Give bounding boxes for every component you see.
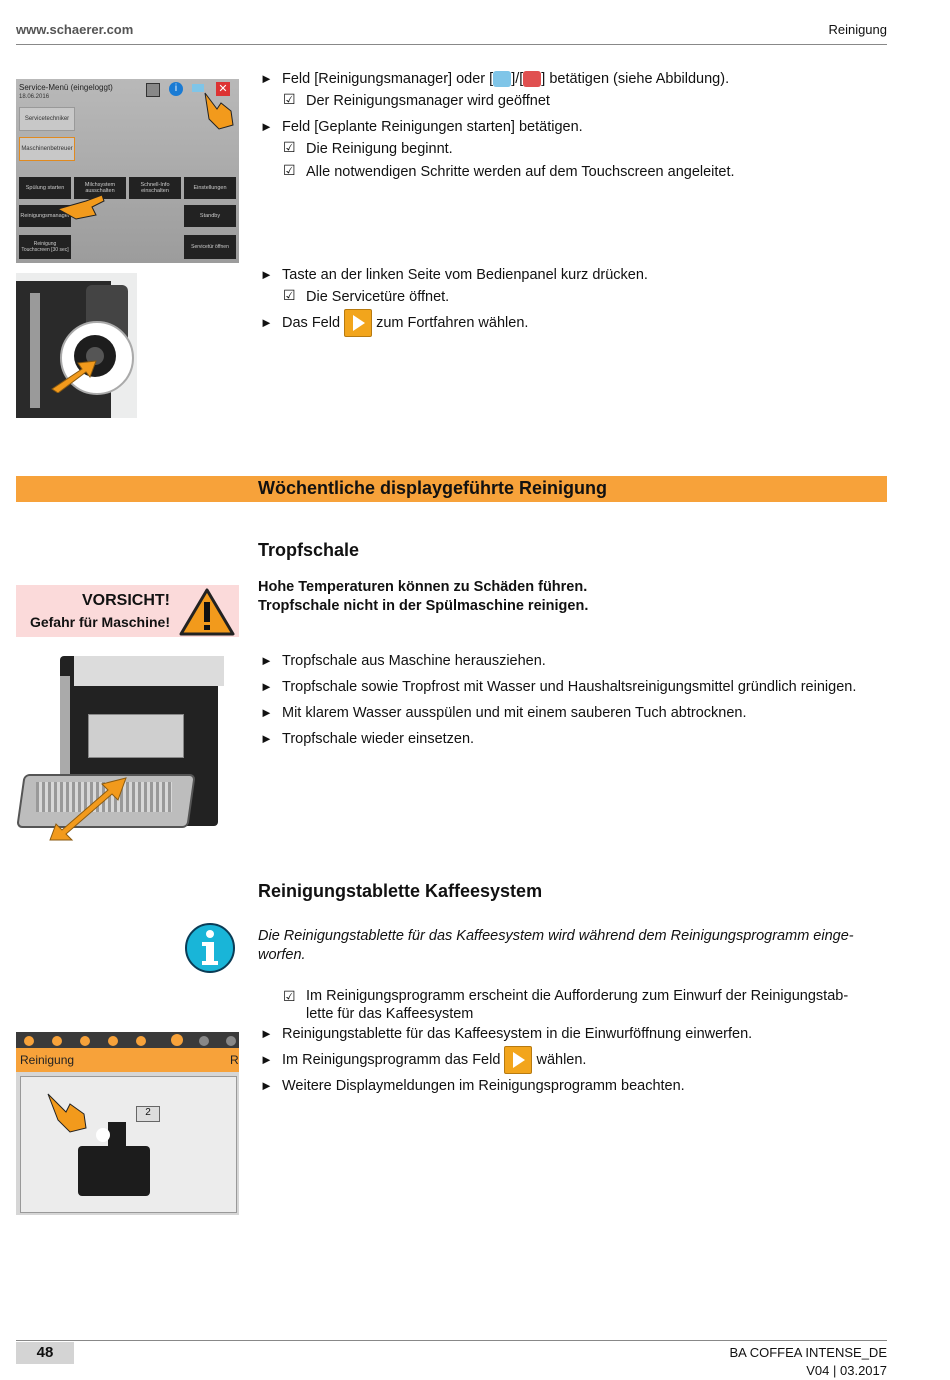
header-website: www.schaerer.com (16, 22, 134, 37)
step-arrow-icon: ► (260, 679, 273, 694)
step-text (282, 70, 888, 88)
header-rule (16, 44, 887, 45)
section-bar (16, 476, 887, 502)
cleaning-red-icon (523, 71, 541, 87)
step-arrow-icon: ► (260, 731, 273, 746)
step-arrow-icon: ► (260, 71, 273, 86)
step-arrow-icon: ► (260, 267, 273, 282)
step-arrow-icon: ► (260, 315, 273, 330)
result-text: Die Servicetüre öffnet. (306, 289, 450, 305)
checkbox-icon: ☑ (283, 91, 296, 107)
section-title: Wöchentliche displaygeführte Reinigung (258, 478, 608, 498)
step-arrow-icon: ► (260, 1078, 273, 1093)
tablet-heading: Reinigungstablette Kaffeesystem (258, 881, 543, 901)
btn-service-technician[interactable]: Servicetechniker (19, 107, 75, 131)
step-text (282, 1045, 888, 1075)
cleaning-program-screenshot (16, 1032, 239, 1215)
btn-cleaning-manager[interactable]: Reinigungsmanager (19, 205, 71, 227)
page-number: 48 (36, 1344, 54, 1361)
warning-subtitle: Gefahr für Maschine! (29, 614, 170, 630)
step-arrow-icon: ► (260, 119, 273, 134)
btn-machine-operator[interactable]: Maschinenbetreuer (19, 137, 75, 161)
slot-number-label: 2 (136, 1106, 160, 1122)
result-line: lette für das Kaffeesystem (306, 1006, 474, 1022)
footer-doc: BA COFFEA INTENSE_DE (729, 1345, 887, 1360)
double-arrow-icon (46, 776, 136, 844)
drip-note-line: Tropfschale nicht in der Spülmaschine reinigen. (258, 598, 589, 614)
service-menu-date: 18.06.2016 (19, 94, 50, 100)
header-section: Reinigung (828, 22, 887, 37)
step-text-part: Im Reinigungsprogramm das Feld (282, 1052, 501, 1068)
step-text: Tropfschale aus Maschine herausziehen. (282, 653, 546, 669)
step-arrow-icon: ► (260, 653, 273, 668)
screen-label-right: R (230, 1053, 239, 1067)
step-text-part: zum Fortfahren wählen. (376, 315, 529, 331)
step-text-part: Feld [Reinigungsmanager] oder [ (282, 71, 494, 87)
footer-rule (16, 1340, 887, 1341)
checkbox-icon: ☑ (283, 162, 296, 178)
btn-open-service-door[interactable]: Servicetür öffnen (184, 235, 236, 259)
step-text (282, 308, 888, 338)
arrow-pointer-icon (50, 357, 100, 393)
screen-label: Reinigung (20, 1053, 75, 1067)
drip-heading: Tropfschale (258, 540, 360, 560)
btn-settings[interactable]: Einstellungen (184, 177, 236, 199)
checkbox-icon: ☑ (283, 988, 296, 1004)
warning-word: VORSICHT! (82, 592, 170, 609)
btn-milk-off[interactable]: Milchsystem ausschalten (74, 177, 126, 199)
pointing-hand-icon (56, 191, 106, 221)
warning-triangle-icon (179, 587, 235, 637)
step-text: Reinigungstablette für das Kaffeesystem in die Einwurföffnung einwerfen. (282, 1026, 753, 1042)
info-icon (184, 922, 236, 974)
step-text: Tropfschale wieder einsetzen. (282, 731, 475, 747)
step-arrow-icon: ► (260, 705, 273, 720)
step-text-part: ]/[ (511, 71, 524, 87)
btn-standby[interactable]: Standby (184, 205, 236, 227)
drip-note (258, 578, 588, 616)
info-text: Die Reinigungstablette für das Kaffeesystem wird während dem Reinigungsprogramm einge-worfen. (258, 928, 854, 963)
btn-rinse[interactable]: Spülung starten (19, 177, 71, 199)
cleaning-blue-icon (493, 71, 511, 87)
btn-clean-touchscreen[interactable]: Reinigung Touchscreen [30 sec] (19, 235, 71, 259)
pointing-hand-icon (44, 1090, 94, 1134)
play-button-icon (344, 309, 372, 337)
result-text: Der Reinigungsmanager wird geöffnet (306, 93, 550, 109)
checkbox-icon: ☑ (283, 287, 296, 303)
drip-steps (0, 652, 950, 752)
warning-box (16, 585, 239, 637)
step-text: Feld [Geplante Reinigungen starten] betätigen. (282, 119, 583, 135)
service-menu-title: Service-Menü (eingeloggt) (19, 83, 113, 92)
step-text-part: Das Feld (282, 315, 341, 331)
checkbox-icon: ☑ (283, 139, 296, 155)
steps-block-1 (0, 70, 950, 190)
page-number-box (16, 1342, 74, 1364)
step-text: Mit klarem Wasser ausspülen und mit einem sauberen Tuch abtrocknen. (282, 705, 747, 721)
footer-version: V04 | 03.2017 (806, 1363, 887, 1378)
result-line: Im Reinigungsprogramm erscheint die Aufforderung zum Einwurf der Reinigungstab- (306, 988, 849, 1004)
step-arrow-icon: ► (260, 1052, 273, 1067)
btn-quick-info[interactable]: Schnell-Info einschalten (129, 177, 181, 199)
result-text (306, 987, 886, 1023)
drip-note-line: Hohe Temperaturen können zu Schäden führen. (258, 579, 588, 595)
result-text: Die Reinigung beginnt. (306, 141, 453, 157)
step-text-part: ] betätigen (siehe Abbildung). (541, 71, 730, 87)
close-icon: ✕ (216, 82, 230, 96)
step-text: Weitere Displaymeldungen im Reinigungsprogramm beachten. (282, 1078, 685, 1094)
step-text-part: wählen. (536, 1052, 587, 1068)
step-arrow-icon: ► (260, 1026, 273, 1041)
info-icon: i (169, 82, 183, 96)
step-text: Tropfschale sowie Tropfrost mit Wasser und Haushaltsreinigungsmittel gründlich reinigen. (282, 679, 857, 695)
play-button-icon (504, 1046, 532, 1074)
steps-block-2 (0, 266, 950, 336)
result-text: Alle notwendigen Schritte werden auf dem Touchscreen angeleitet. (306, 164, 735, 180)
step-text: Taste an der linken Seite vom Bedienpanel kurz drücken. (282, 267, 648, 283)
